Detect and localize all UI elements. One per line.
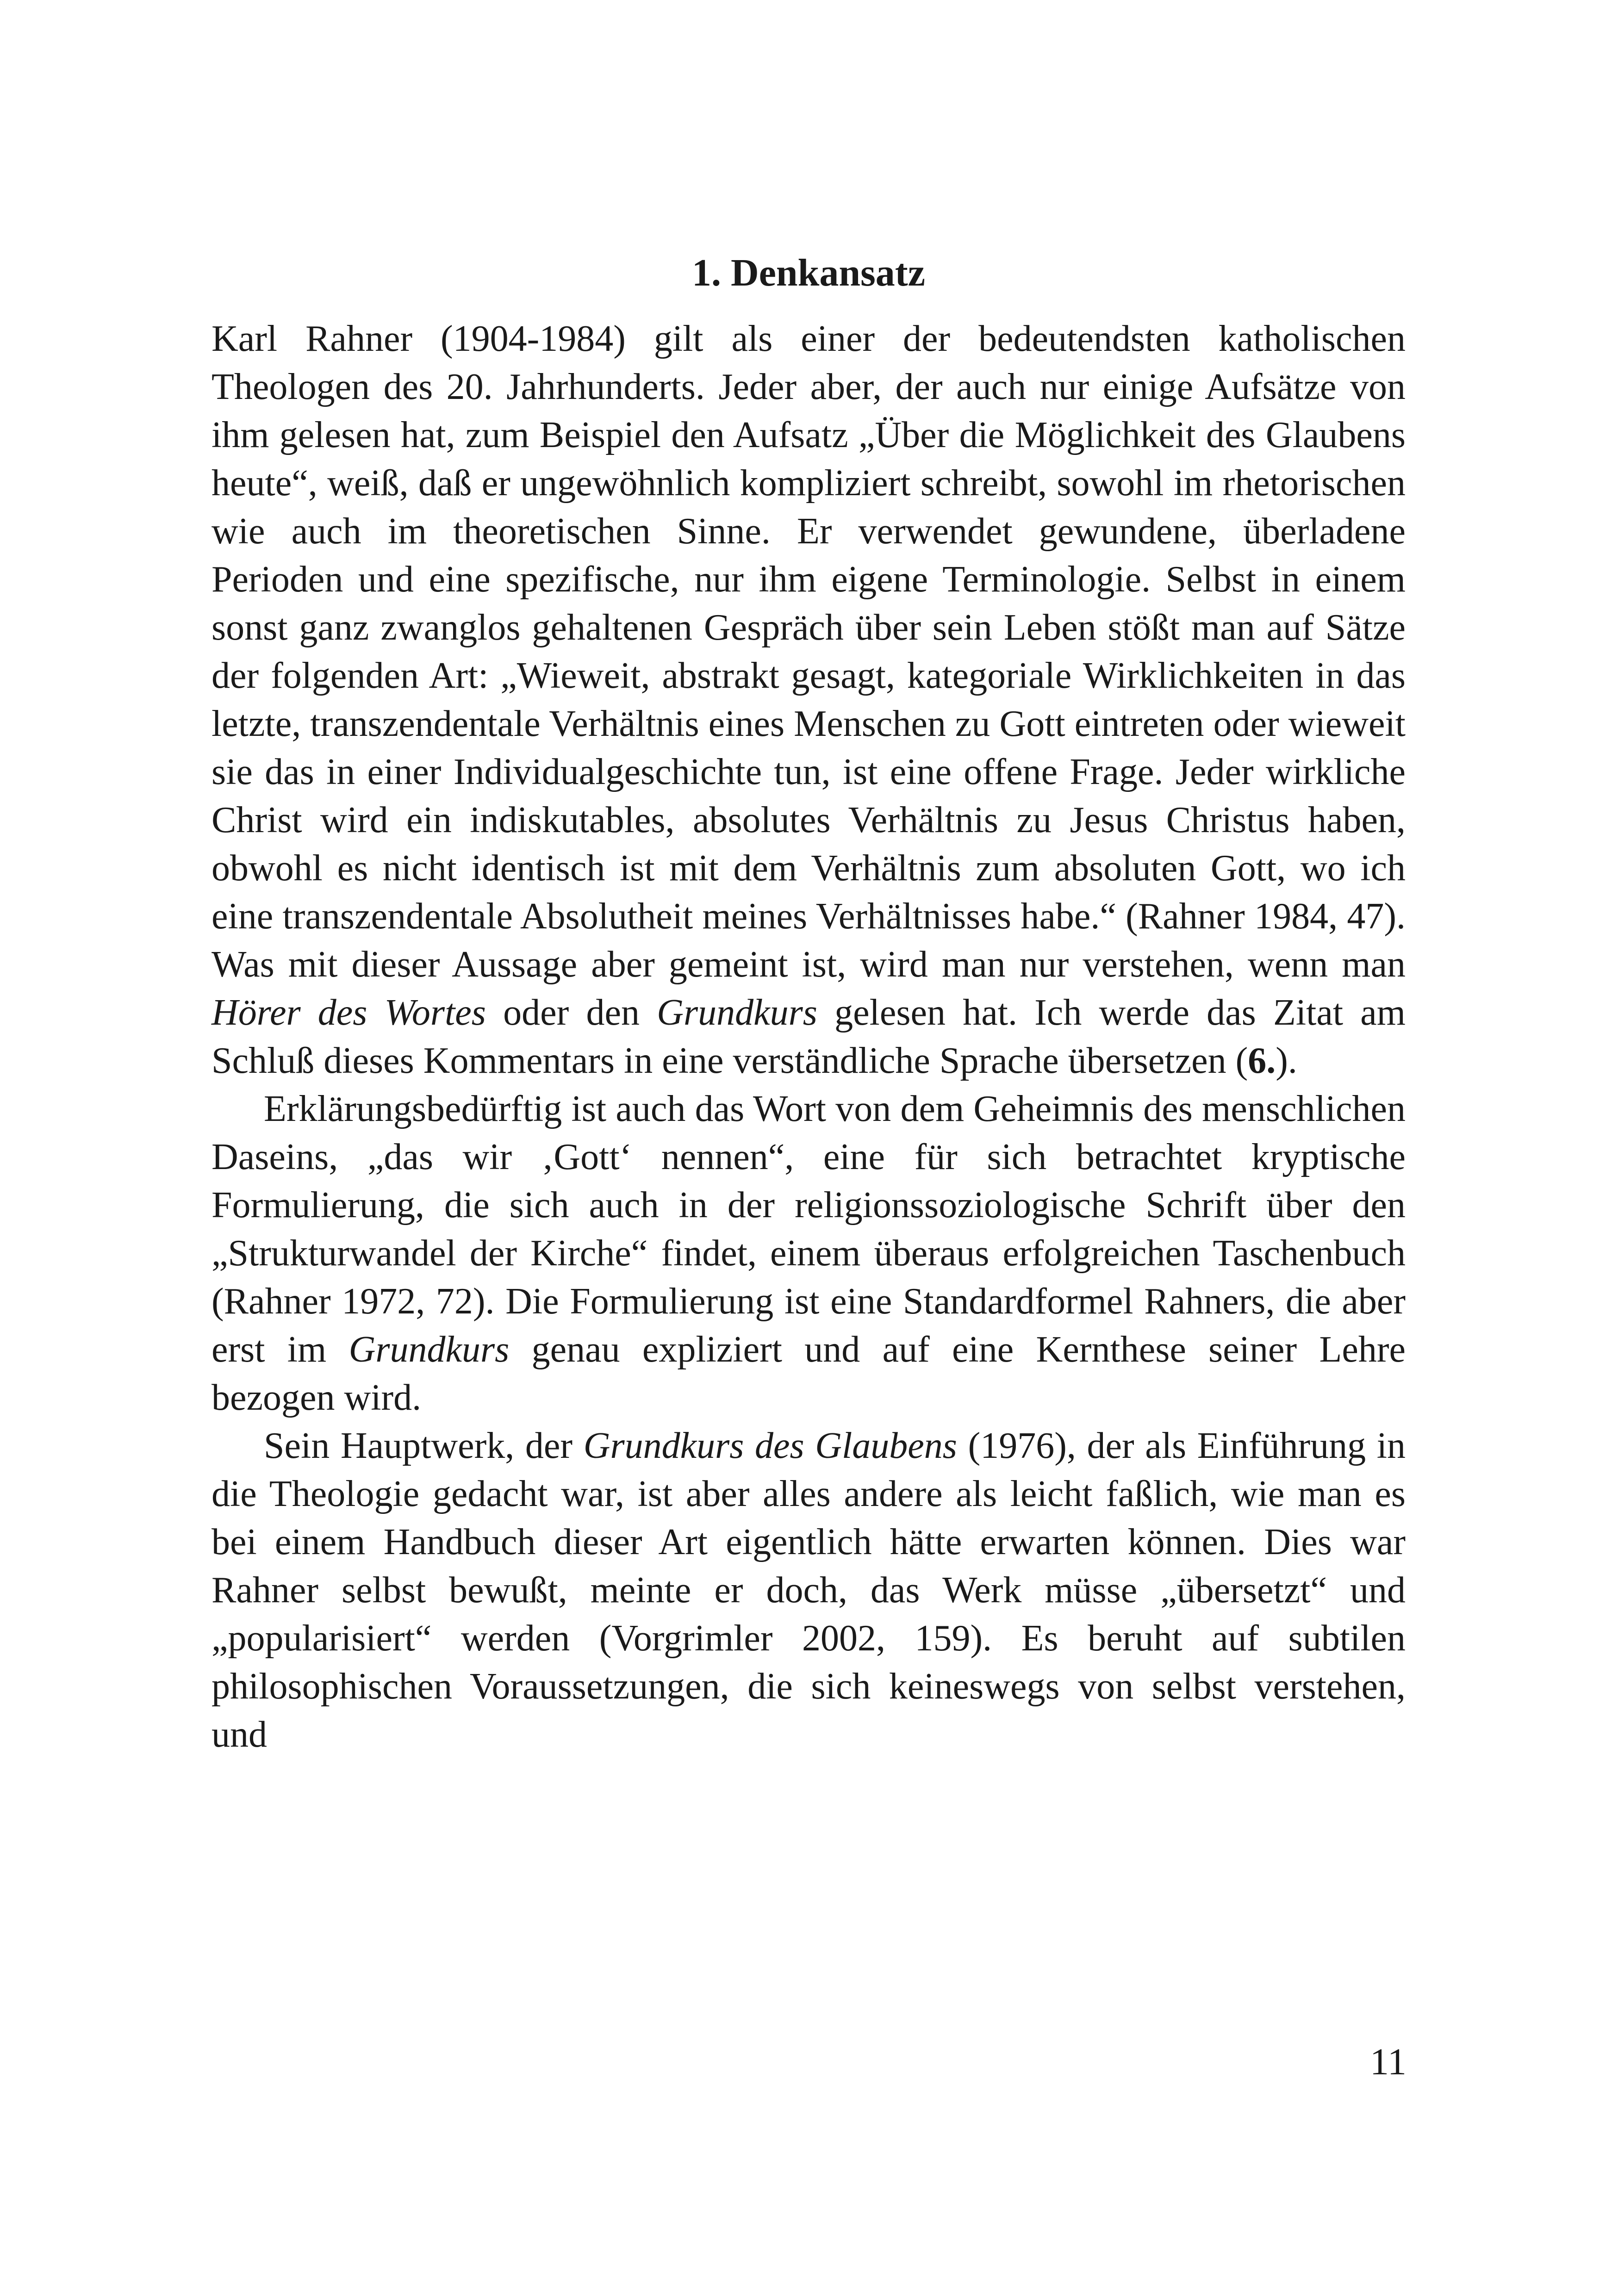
section-heading: 1. Denkansatz	[691, 251, 926, 294]
title-grundkurs-2: Grundkurs	[348, 1329, 510, 1370]
paragraph-1-text-2: oder den	[485, 992, 657, 1033]
title-grundkurs: Grundkurs	[657, 992, 817, 1033]
paragraph-1	[212, 315, 1406, 1085]
main-text	[212, 250, 1406, 1759]
paragraph-3-text-1: Sein Hauptwerk, der	[264, 1425, 584, 1466]
title-grundkurs-des-glaubens: Grundkurs des Glaubens	[583, 1425, 957, 1466]
paragraph-1-text-1: Karl Rahner (1904-1984) gilt als einer der bedeutendsten katholischen Theologen des 20. Jahrhunderts. Jeder aber, der auch nur einige Aufsätze von ihm gelesen hat, zum Beispiel den Aufsatz „Über die Möglichkeit des Glaubens heute“, weiß, daß er ungewöhnlich kompliziert schreibt, sowohl im rhetorischen wie auch im theoretischen Sinne. Er verwendet gewundene, überladene Perioden und eine spezifische, nur ihm eigene Terminologie. Selbst in einem sonst ganz zwanglos gehaltenen Gespräch über sein Leben stößt man auf Sätze der folgenden Art: „Wieweit, abstrakt gesagt, kategoriale Wirklichkeiten in das letzte, transzendentale Verhältnis eines Menschen zu Gott eintreten oder wieweit sie das in einer Individualgeschichte tun, ist eine offene Frage. Jeder wirkliche Christ wird ein indiskutables, absolutes Verhältnis zu Jesus Christus haben, obwohl es nicht identisch ist mit dem Verhältnis zum absoluten Gott, wo ich eine transzendentale Absolutheit meines Verhältnisses habe.“ (Rahner 1984, 47). Was mit dieser Aussage aber gemeint ist, wird man nur verstehen, wenn man	[212, 318, 1406, 985]
paragraph-2-text-2: genau expliziert und auf eine Kernthese seiner Lehre bezogen wird.	[212, 1329, 1406, 1418]
paragraph-1-text-3: gelesen hat. Ich werde das Zitat am Schluß dieses Kommentars in eine verständliche Sprache übersetzen (	[212, 992, 1406, 1081]
paragraph-3-text-2: (1976), der als Einführung in die Theologie gedacht war, ist aber alles andere als leicht faßlich, wie man es bei einem Handbuch dieser Art eigentlich hätte erwarten können. Dies war Rahner selbst bewußt, meinte er doch, das Werk müsse „übersetzt“ und „popularisiert“ werden (Vorgrimler 2002, 159). Es beruht auf subtilen philosophischen Voraussetzungen, die sich keineswegs von selbst verstehen, und	[212, 1425, 1406, 1755]
title-hoerer-des-wortes: Hörer des Wortes	[212, 992, 486, 1033]
paragraph-1-text-4: ).	[1276, 1040, 1297, 1081]
paragraph-2-text-1: Erklärungsbedürftig ist auch das Wort von dem Geheimnis des menschlichen Daseins, „das wir ‚Gott‘ nennen“, eine für sich betrachtet kryptische Formulierung, die sich auch in der religionssoziologische Schrift über den „Strukturwandel der Kirche“ findet, einem überaus erfolgreichen Taschenbuch (Rahner 1972, 72). Die Formulierung ist eine Standardformel Rahners, die aber erst im	[212, 1089, 1406, 1370]
section-reference: 6.	[1248, 1040, 1276, 1081]
paragraph-2	[212, 1085, 1406, 1422]
page-number: 11	[1370, 2041, 1406, 2083]
paragraph-3	[212, 1422, 1406, 1759]
